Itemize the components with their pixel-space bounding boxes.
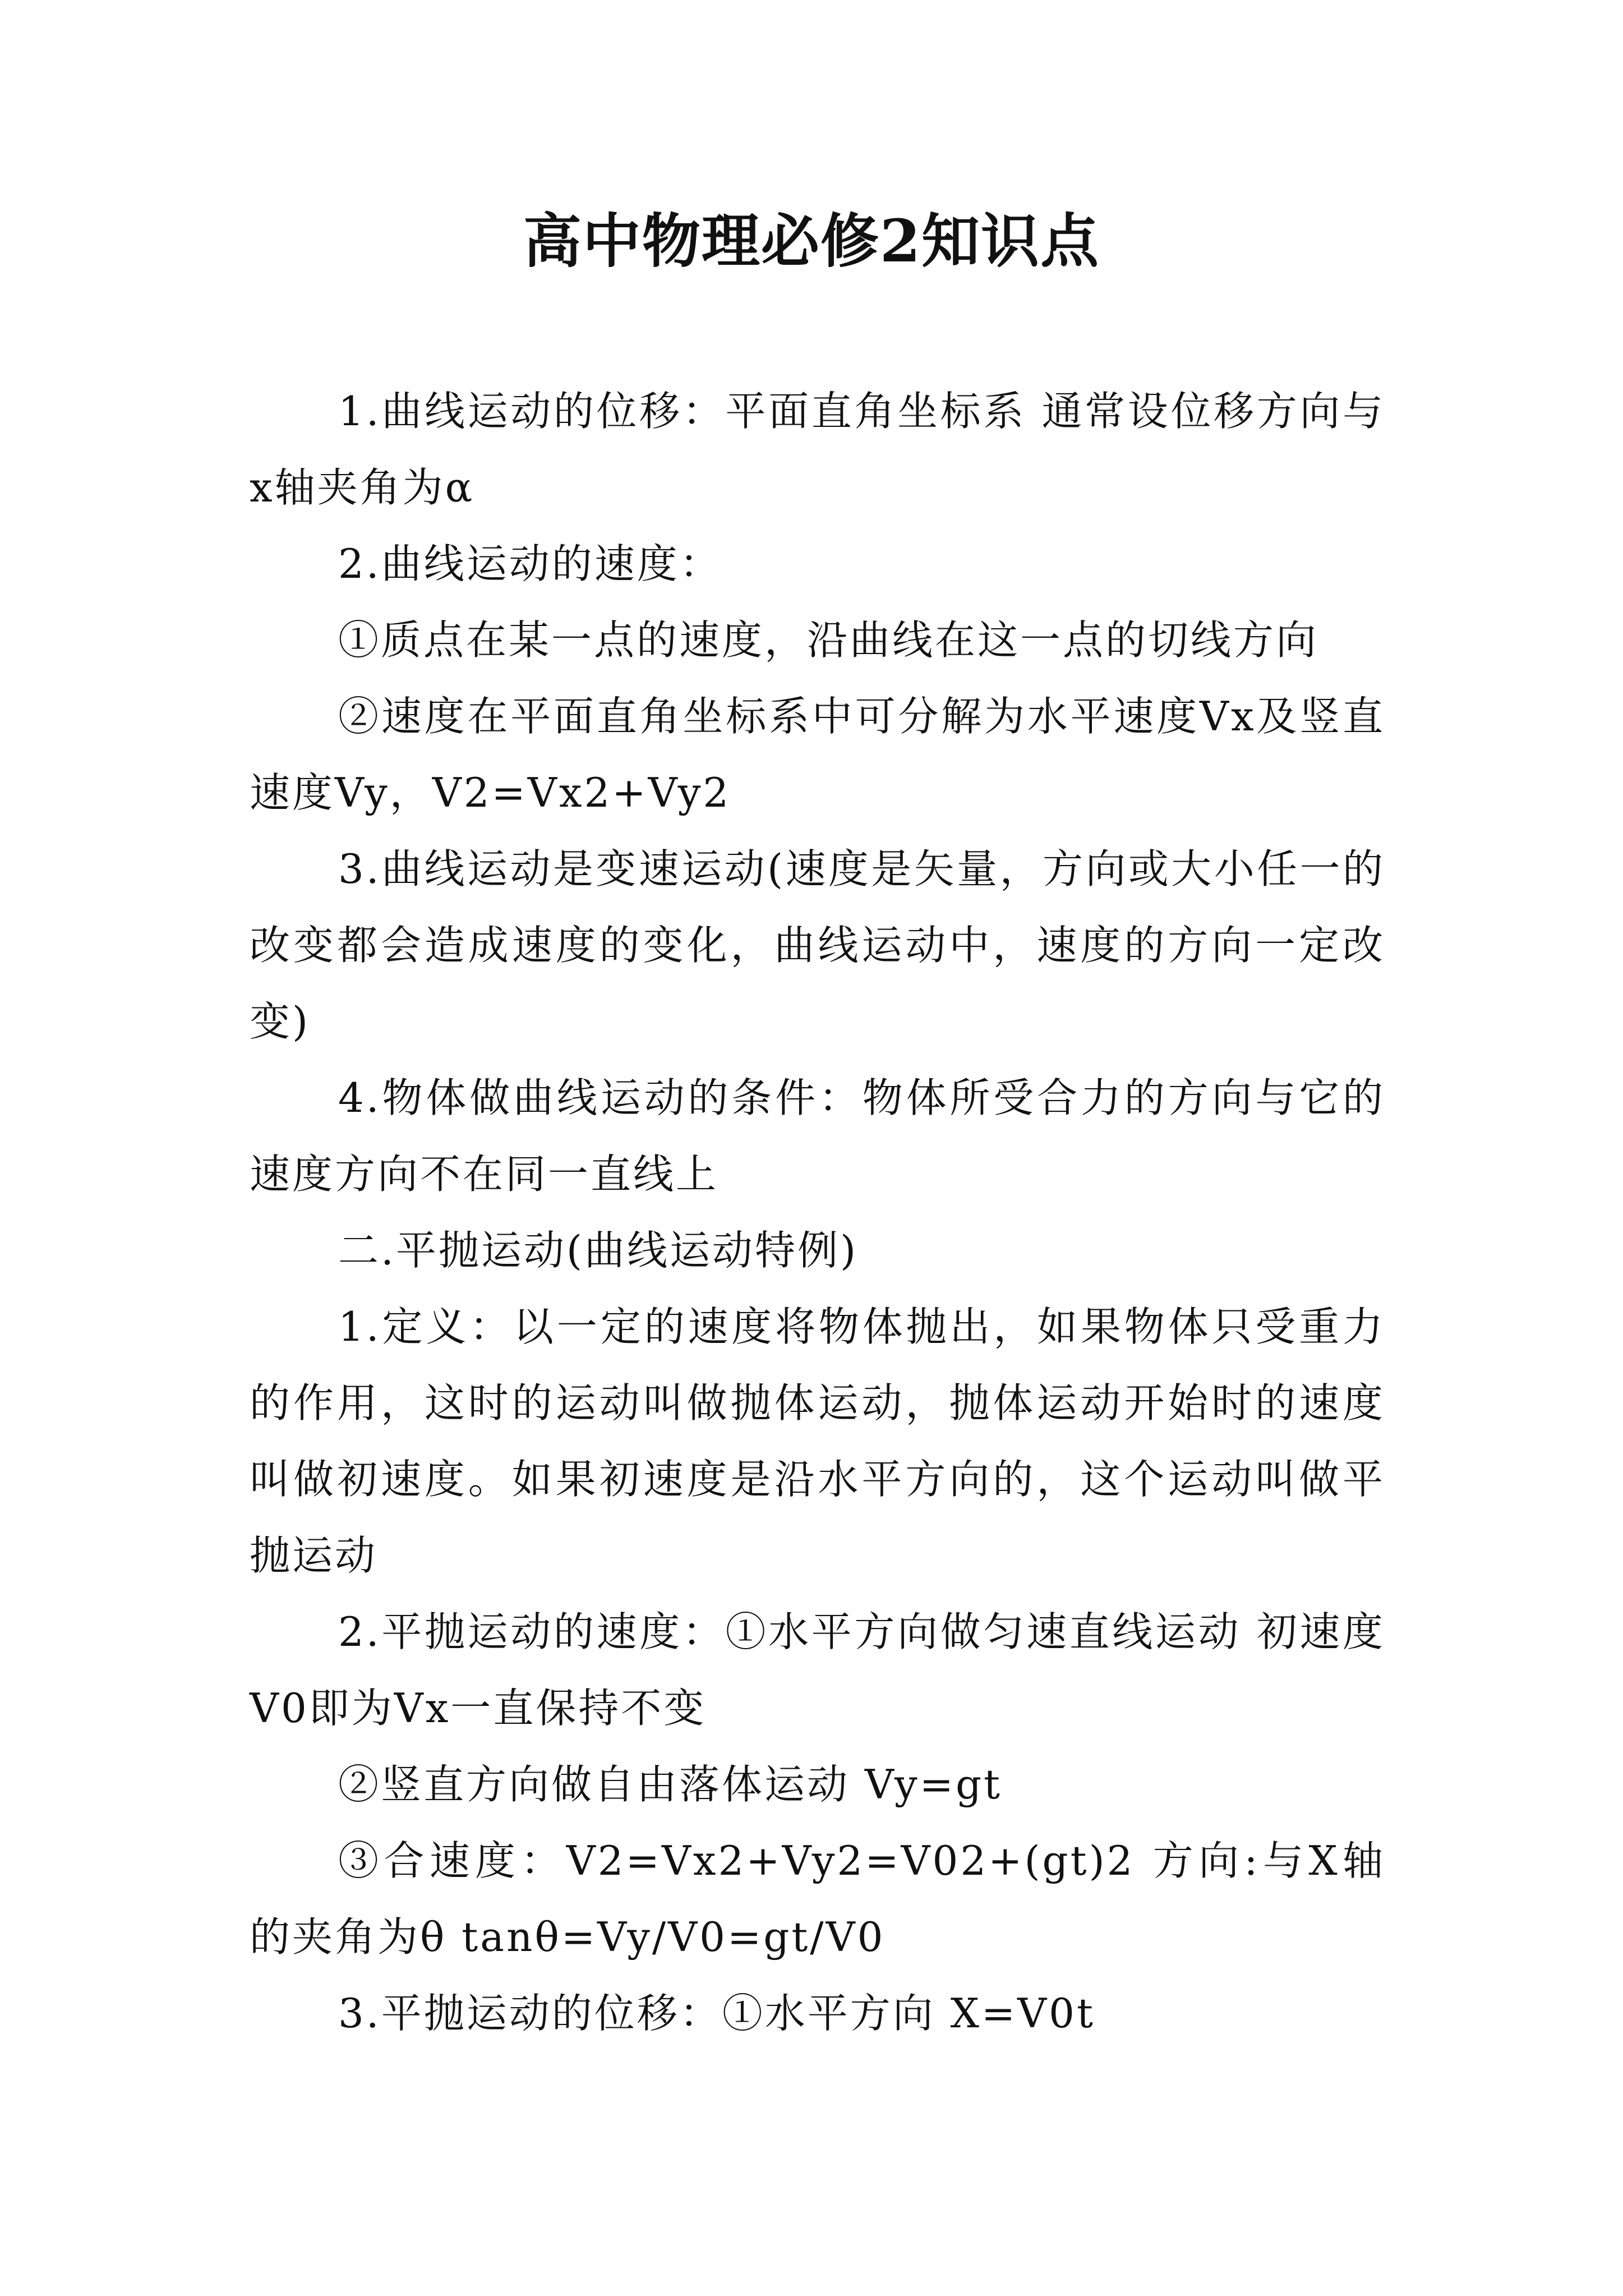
- paragraph: ①质点在某一点的速度，沿曲线在这一点的切线方向: [338, 616, 1319, 664]
- paragraph: 1.定义：以一定的速度将物体抛出，如果物体只受重力的作用，这时的运动叫做抛体运动，抛体运动开始时的速度叫做初速度。如果初速度是沿水平方向的，这个运动叫做平抛运动: [250, 1303, 1385, 1579]
- paragraph: 1.曲线运动的位移：平面直角坐标系 通常设位移方向与x轴夹角为α: [250, 388, 1385, 511]
- paragraph: 2.曲线运动的速度：: [338, 540, 722, 587]
- paragraph: 二.平抛运动(曲线运动特例): [338, 1227, 859, 1274]
- paragraph: ②竖直方向做自由落体运动 Vy=gt: [338, 1761, 1002, 1808]
- paragraph: 3.平抛运动的位移：①水平方向 X=V0t: [338, 1990, 1095, 2037]
- paragraph: 3.曲线运动是变速运动(速度是矢量，方向或大小任一的改变都会造成速度的变化，曲线运动中，速度的方向一定改变): [250, 845, 1385, 1045]
- paragraph: 2.平抛运动的速度：①水平方向做匀速直线运动 初速度V0即为Vx一直保持不变: [250, 1608, 1385, 1732]
- document-body: [250, 373, 1385, 2051]
- paragraph: ②速度在平面直角坐标系中可分解为水平速度Vx及竖直速度Vy，V2=Vx2+Vy2: [250, 693, 1385, 816]
- document-title: 高中物理必修2知识点: [523, 206, 1100, 275]
- paragraph: ③合速度：V2=Vx2+Vy2=V02+(gt)2 方向:与X轴的夹角为θ tanθ=Vy/V0=gt/V0: [250, 1837, 1385, 1961]
- paragraph: 4.物体做曲线运动的条件：物体所受合力的方向与它的速度方向不在同一直线上: [250, 1074, 1385, 1198]
